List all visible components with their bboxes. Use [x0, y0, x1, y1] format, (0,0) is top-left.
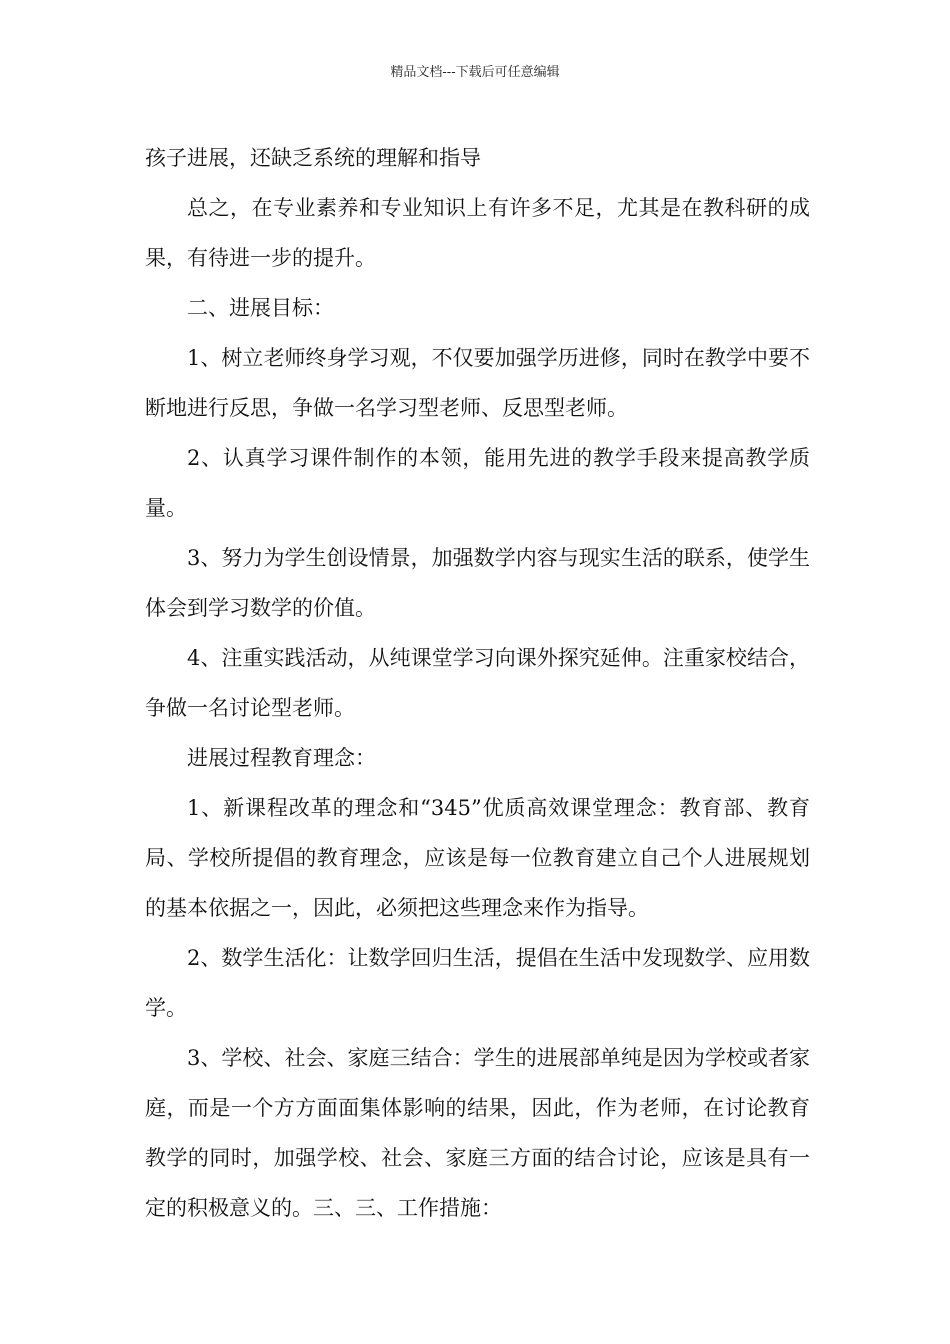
paragraph: 4、注重实践活动，从纯课堂学习向课外探究延伸。注重家校结合，争做一名讨论型老师。 — [145, 646, 810, 720]
paragraph: 2、认真学习课件制作的本领，能用先进的教学手段来提高教学质量。 — [145, 446, 810, 520]
paragraph: 总之，在专业素养和专业知识上有许多不足，尤其是在教科研的成果，有待进一步的提升。 — [145, 196, 810, 270]
paragraph: 3、学校、社会、家庭三结合：学生的进展部单纯是因为学校或者家庭，而是一个方方面面集体影响的结果，因此，作为老师，在讨论教育教学的同时，加强学校、社会、家庭三方面的结合讨论，应该是具有一定的积极意义的。三、三、工作措施： — [145, 1046, 810, 1220]
page-header: 精品文档---下载后可任意编辑 — [390, 65, 560, 80]
paragraph: 3、努力为学生创设情景，加强数学内容与现实生活的联系，使学生体会到学习数学的价值。 — [145, 546, 810, 620]
section-heading: 二、进展目标： — [187, 296, 334, 320]
paragraph: 2、数学生活化：让数学回归生活，提倡在生活中发现数学、应用数学。 — [145, 946, 810, 1020]
section-heading: 进展过程教育理念： — [187, 746, 376, 770]
document-body — [145, 133, 810, 1233]
paragraph: 1、树立老师终身学习观，不仅要加强学历进修，同时在教学中要不断地进行反思，争做一名学习型老师、反思型老师。 — [145, 346, 810, 420]
paragraph: 孩子进展，还缺乏系统的理解和指导 — [145, 146, 481, 170]
paragraph: 1、新课程改革的理念和“345”优质高效课堂理念：教育部、教育局、学校所提倡的教育理念，应该是每一位教育建立自己个人进展规划的基本依据之一，因此，必须把这些理念来作为指导。 — [145, 796, 810, 920]
